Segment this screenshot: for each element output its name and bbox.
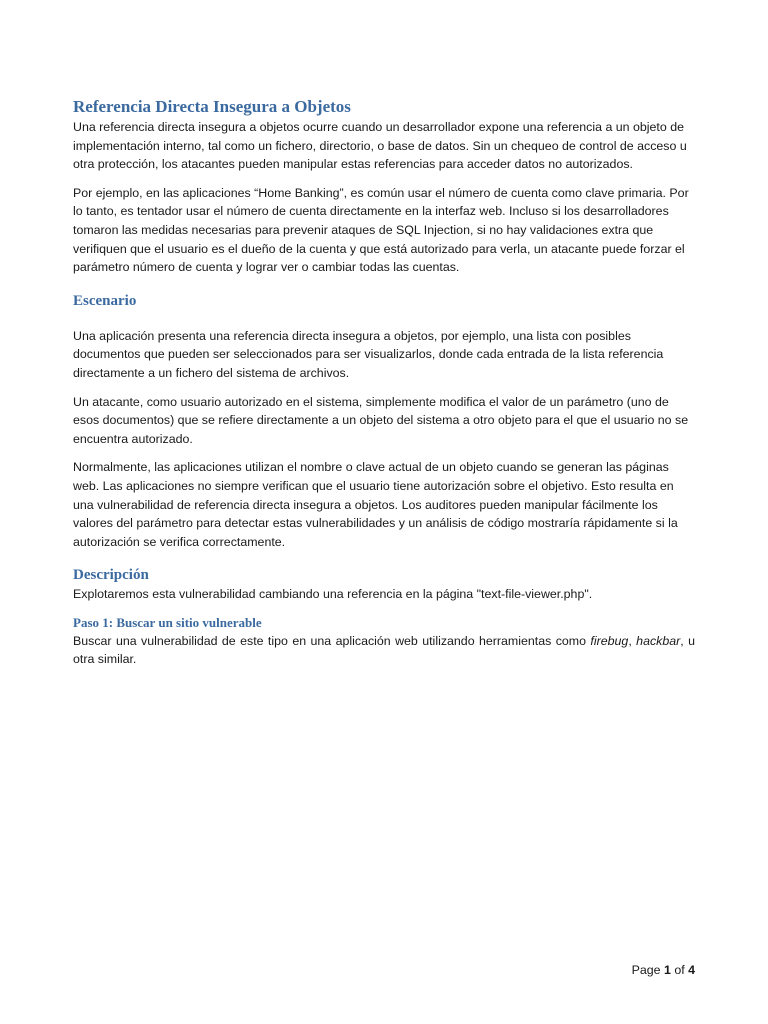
page-current: 1 [663,963,671,977]
scenario-paragraph-2: Un atacante, como usuario autorizado en el sistema, simplemente modifica el valor de un parámetro (uno de esos documentos) que se refiere directamente a un objeto del sistema a otro objeto para el que el usuario no se encuentra autorizado. [73,394,689,446]
page-total: 4 [688,963,695,977]
scenario-paragraph-3: Normalmente, las aplicaciones utilizan el nombre o clave actual de un objeto cuando se generan las páginas web. Las aplicaciones no siempre verifican que el usuario tiene autorización sobre el objetivo. Esto resulta en una vulnerabilidad de referencia directa insegura a objetos. Los auditores pueden manipular fácilmente los valores del parámetro para detectar estas vulnerabilidades y un análisis de código mostraría rápidamente si la autorización se verifica correctamente. [73,460,678,549]
document-page [73,96,695,669]
document-title: Referencia Directa Insegura a Objetos [73,97,351,116]
step1-tool-firebug: firebug [590,633,629,648]
step1-paragraph [73,632,695,669]
description-paragraph: Explotaremos esta vulnerabilidad cambiando una referencia en la página "text-file-viewer.php". [73,587,593,602]
intro-paragraph-2: Por ejemplo, en las aplicaciones “Home Banking”, es común usar el número de cuenta como clave primaria. Por lo tanto, es tentador usar el número de cuenta directamente en la interfaz web. Incluso si los desarrolladores tomaron las medidas necesarias para prevenir ataques de SQL Injection, si no hay validaciones extra que verifiquen que el usuario es el dueño de la cuenta y que está autorizado para verla, un atacante puede forzar el parámetro número de cuenta y lograr ver o cambiar todas las cuentas. [73,185,689,275]
step1-heading: Paso 1: Buscar un sitio vulnerable [73,614,262,630]
step1-separator: , [628,633,637,648]
page-number-footer [632,963,695,977]
description-heading: Descripción [73,567,149,584]
step1-text-a: Buscar una vulnerabilidad de este tipo en una aplicación web utilizando herramientas como [73,633,591,648]
of-label: of [670,963,689,977]
step1-text-b: , u otra similar. [73,633,696,667]
scenario-paragraph-1: Una aplicación presenta una referencia directa insegura a objetos, por ejemplo, una lista con posibles documentos que pueden ser seleccionados para ser visualizarlos, donde cada entrada de la lista referencia directamente a un fichero del sistema de archivos. [73,328,664,380]
scenario-heading: Escenario [73,292,137,309]
page-label: Page [631,963,664,977]
intro-paragraph-1: Una referencia directa insegura a objetos ocurre cuando un desarrollador expone una referencia a un objeto de implementación interno, tal como un fichero, directorio, o base de datos. Sin un chequeo de control de acceso u otra protección, los atacantes pueden manipular estas referencias para acceder datos no autorizados. [73,120,687,172]
step1-tool-hackbar: hackbar [636,633,681,648]
